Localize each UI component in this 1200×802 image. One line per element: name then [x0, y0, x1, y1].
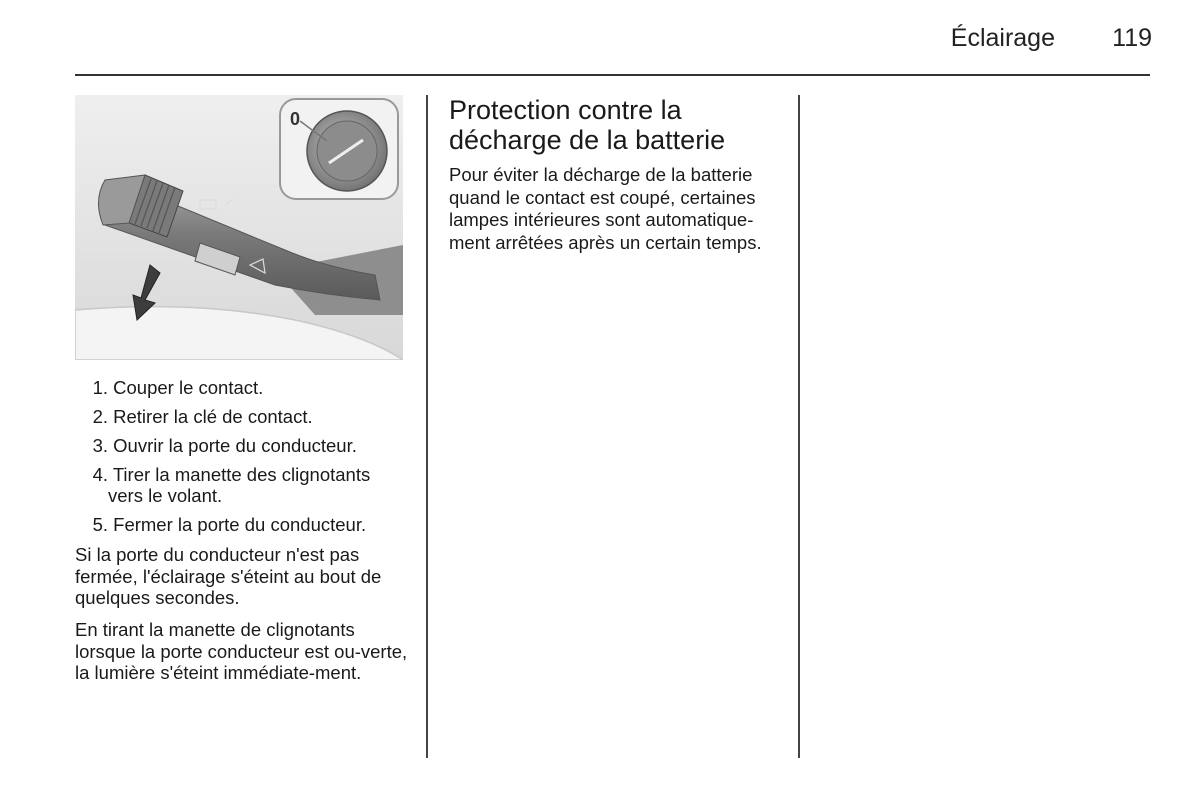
section-heading: Protection contre la décharge de la batterie — [449, 95, 726, 155]
step-number: 1. — [92, 377, 108, 398]
step-number: 4. — [92, 464, 108, 485]
column-divider-right — [798, 95, 800, 758]
step-text: Tirer la manette des clignotants vers le volant. — [108, 464, 371, 506]
body-paragraph: Si la porte du conducteur n'est pas fermée, l'éclairage s'éteint au bout de quelques secondes. — [75, 544, 382, 608]
list-item — [80, 514, 410, 535]
section-body: Pour éviter la décharge de la batterie quand le contact est coupé, certaines lampes intérieures sont automatique-ment arrêtées après un certain temps. — [449, 164, 762, 253]
column-divider-left — [426, 95, 428, 758]
step-text: Couper le contact. — [113, 377, 264, 398]
step-number: 3. — [92, 435, 108, 456]
header-rule — [75, 74, 1150, 76]
list-item — [80, 377, 410, 398]
stalk-illustration — [75, 95, 403, 360]
list-item — [80, 406, 410, 427]
step-number: 5. — [92, 514, 108, 535]
list-item — [80, 435, 410, 456]
step-number: 2. — [92, 406, 108, 427]
turn-signal-stalk-illustration — [75, 95, 403, 360]
steps-list — [80, 377, 410, 543]
step-text: Retirer la clé de contact. — [113, 406, 313, 427]
page-header-title: Éclairage — [950, 24, 1055, 52]
step-text: Fermer la porte du conducteur. — [113, 514, 367, 535]
list-item — [80, 464, 410, 506]
body-paragraph: En tirant la manette de clignotants lorsque la porte conducteur est ou-verte, la lumière s'éteint immédiate-ment. — [75, 619, 408, 683]
step-text: Ouvrir la porte du conducteur. — [113, 435, 357, 456]
page-number: 119 — [1112, 24, 1152, 52]
callout-label: 0 — [290, 109, 301, 129]
ignition-callout — [280, 99, 398, 199]
